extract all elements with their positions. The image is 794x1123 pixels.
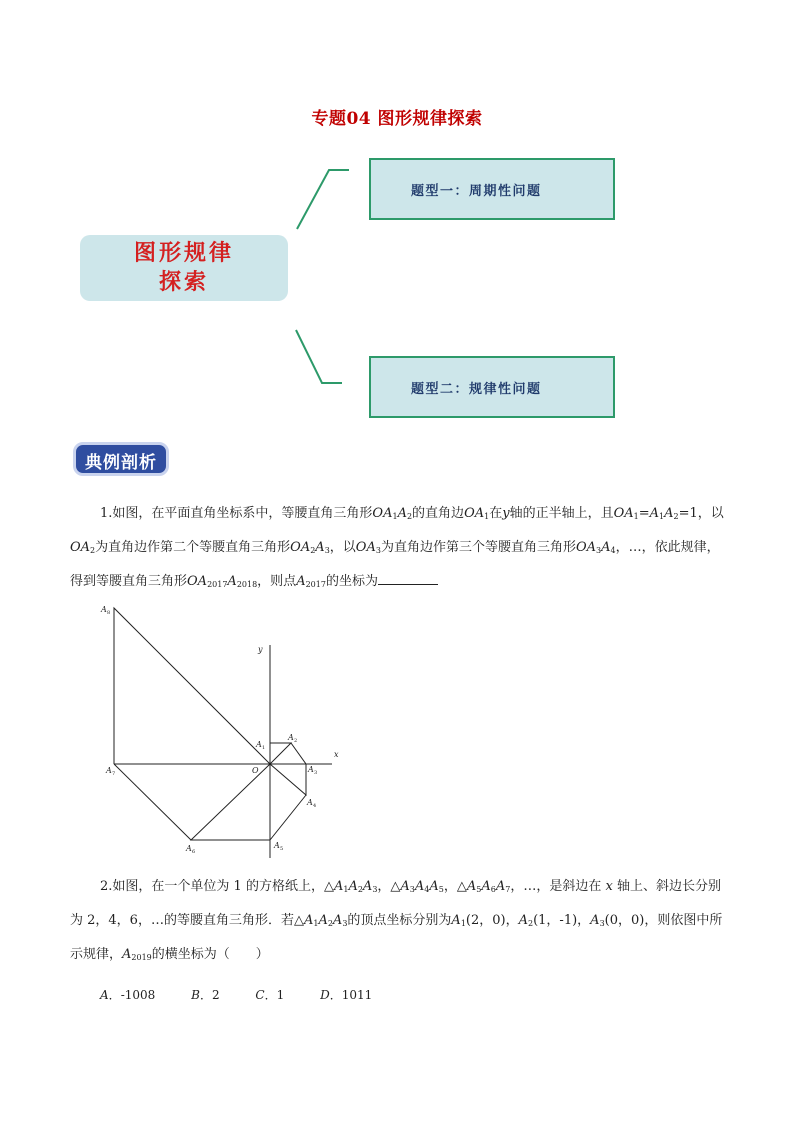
- topic-label: 题型二：规律性问题: [411, 382, 542, 397]
- center-line-2: 探索: [158, 269, 209, 295]
- svg-text:7: 7: [112, 771, 116, 777]
- topic-label: 题型一：周期性问题: [411, 184, 542, 199]
- choice-c[interactable]: C．1: [255, 988, 285, 1002]
- triangle-5: [191, 764, 270, 840]
- topic-periodic: [369, 158, 615, 220]
- mind-map: [0, 0, 794, 430]
- svg-text:5: 5: [280, 846, 284, 852]
- choice-d[interactable]: D．1011: [320, 988, 373, 1002]
- triangle-2: [291, 743, 306, 764]
- answer-blank: [378, 572, 438, 585]
- label-a2: A: [288, 733, 294, 742]
- label-x: x: [334, 750, 339, 759]
- topic-pattern: [369, 356, 615, 418]
- triangle-7: [114, 608, 270, 764]
- svg-text:8: 8: [107, 610, 111, 616]
- section-banner-label: 典例剖析: [85, 453, 157, 473]
- label-a5: A: [274, 841, 280, 850]
- label-a8: A: [101, 605, 107, 614]
- svg-text:4: 4: [313, 803, 317, 809]
- label-a4: A: [307, 798, 313, 807]
- svg-text:6: 6: [192, 849, 196, 855]
- label-a7: A: [106, 766, 112, 775]
- label-y: y: [258, 645, 263, 654]
- choice-a[interactable]: A．-1008: [100, 988, 156, 1002]
- svg-text:3: 3: [314, 770, 318, 776]
- figure-triangles: [96, 600, 356, 860]
- label-a3: A: [308, 765, 314, 774]
- label-a1: A: [256, 740, 262, 749]
- label-a6: A: [186, 844, 192, 853]
- svg-text:2: 2: [294, 738, 298, 744]
- answer-choices: [100, 986, 404, 1003]
- triangle-4: [270, 764, 306, 840]
- problem-1: 1.如图，在平面直角坐标系中，等腰直角三角形$OA_1A_2$的直角边$OA_1$在y轴的正半轴上，且$OA_1=A_1A_2=1$，以$OA_2$为直角边作第二个等腰直角三角形$OA_2A_3$，以$OA_3$为直角边作第三个等腰直角三角形$OA_3A_4$，…，依此规律，得到等腰直角三角形$OA_{2017}A_{2018}$，则点$A_{2017}$的坐标为: [70, 506, 724, 589]
- section-banner: [73, 442, 169, 476]
- triangle-1: [270, 743, 291, 764]
- connector-top: [297, 170, 349, 229]
- center-line-1: 图形规律: [133, 240, 234, 266]
- connector-bottom: [296, 330, 342, 383]
- svg-text:1: 1: [262, 745, 266, 751]
- label-origin: O: [252, 766, 259, 775]
- triangle-3: [270, 764, 306, 795]
- mind-map-center: [80, 235, 288, 301]
- page-title: 专题04 图形规律探索: [311, 109, 483, 129]
- triangle-6: [114, 764, 191, 840]
- choice-b[interactable]: B．2: [191, 988, 220, 1002]
- problem-2: 2.如图，在一个单位为 1 的方格纸上，$\triangle A_1A_2A_3$，$\triangle A_3A_4A_5$，$\triangle A_5A_6A_7$，…，是斜边在 x 轴上、斜边长分别为 2，4，6，…的等腰直角三角形．若$\triangle A_1A_2A_3$的顶点坐标分别为$A_1(2$，0)，$A_2(1$，-1)，$A_3(0$，0)，则依图中所示规律，$A_{2019}$的横坐标为（ ）: [70, 879, 723, 962]
